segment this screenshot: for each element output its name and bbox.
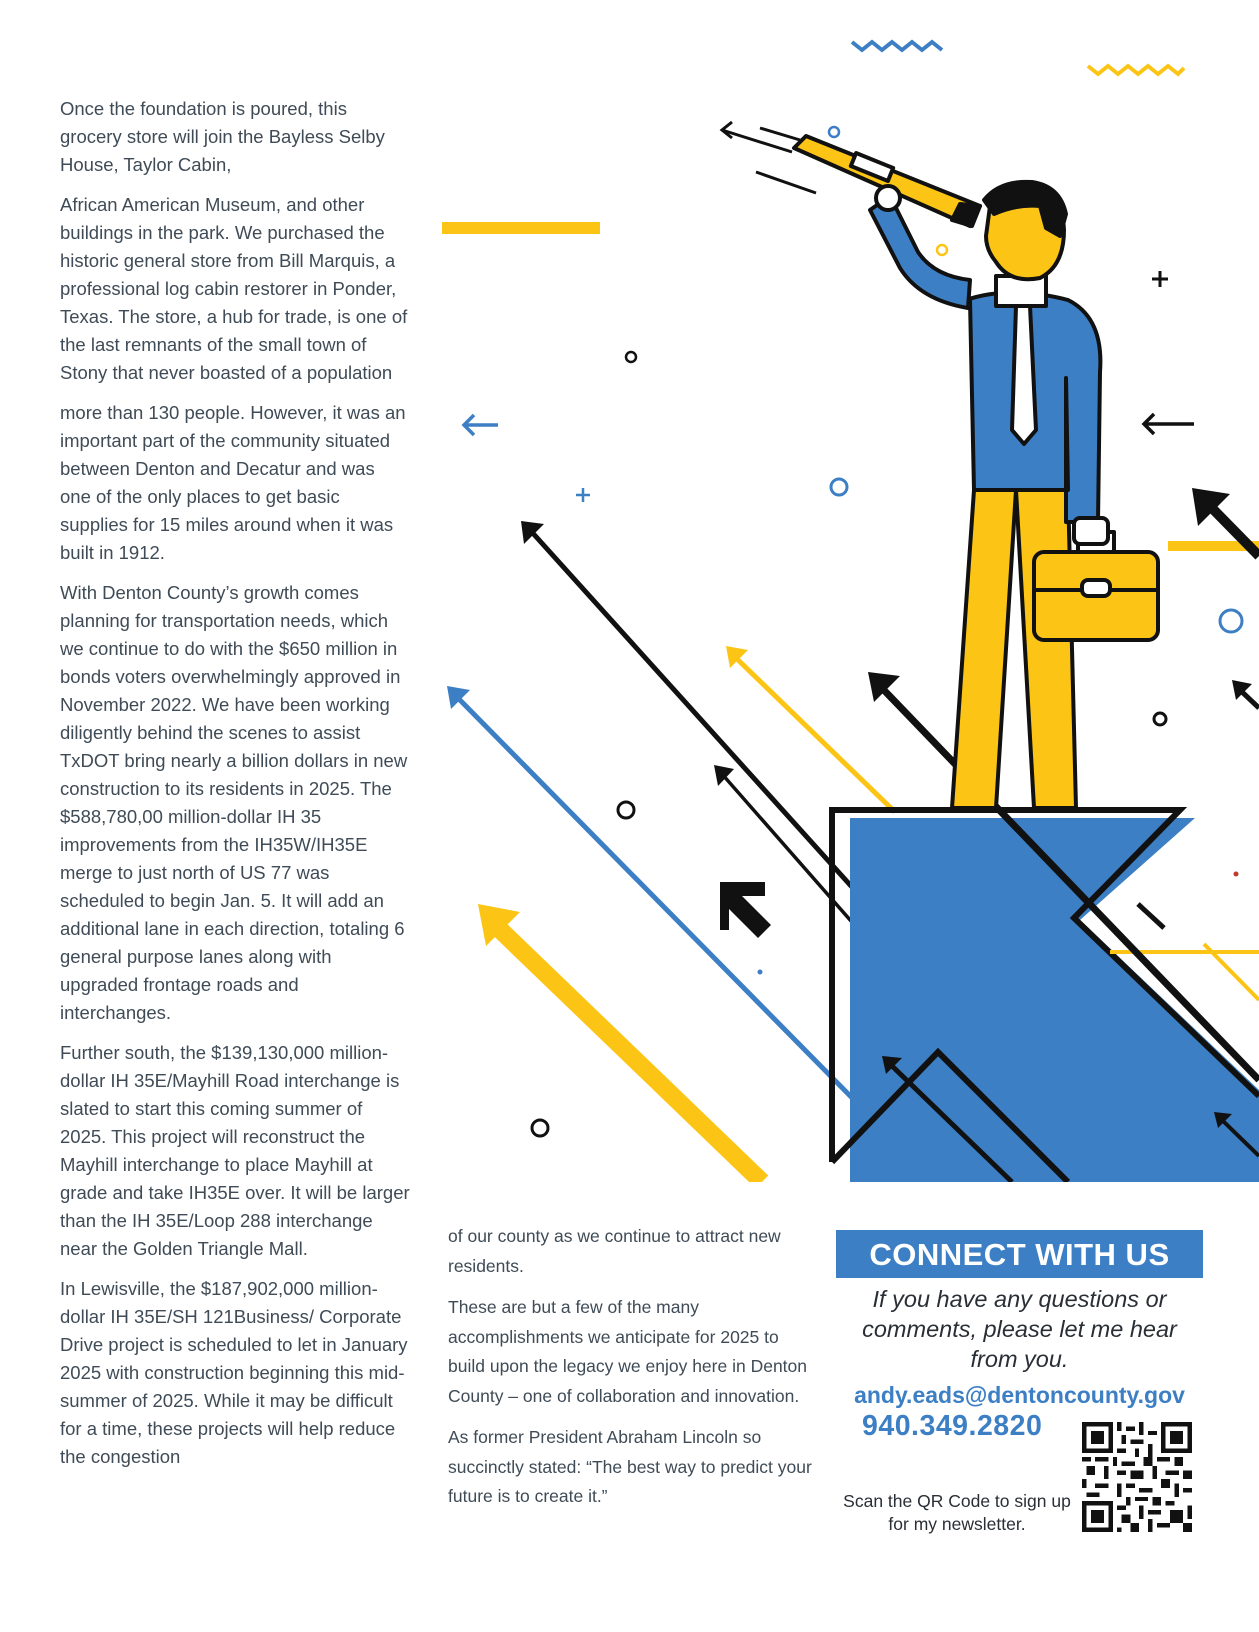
zigzag-yellow-icon — [1088, 66, 1184, 74]
plus-icon — [1152, 271, 1168, 287]
middle-article-column — [448, 1222, 818, 1524]
zigzag-blue-icon — [852, 42, 942, 50]
circle-icon — [1220, 610, 1242, 632]
yellow-bar-icon — [442, 222, 600, 234]
article-paragraph: of our county as we continue to attract new residents. — [448, 1226, 781, 1276]
circle-icon — [1154, 713, 1166, 725]
left-article-column — [60, 95, 410, 1483]
circle-icon — [829, 127, 839, 137]
arrow-diagonal-icon — [478, 904, 762, 1182]
qr-code-icon[interactable] — [1082, 1422, 1192, 1532]
article-paragraph: With Denton County’s growth comes planning for transportation needs, which we continue to do with the $650 million in bonds voters overwhelmingly approved in November 2022. We have been working diligently behind the scenes to assist TxDOT bring nearly a billion dollars in new construction to its residents in 2025. The $588,780,00 million-dollar IH 35 improvements from the IH35W/IH35E merge to just north of US 77 was scheduled to begin Jan. 5. It will add an additional lane in each direction, totaling 6 general purpose lanes along with upgraded frontage roads and interchanges. — [60, 582, 408, 1023]
plus-icon — [576, 488, 590, 502]
email-link[interactable]: andy.eads@dentoncounty.gov — [854, 1382, 1185, 1408]
circle-icon — [937, 245, 947, 255]
connect-heading: CONNECT WITH US — [836, 1230, 1203, 1278]
circle-icon — [532, 1120, 548, 1136]
arrow-diagonal-icon — [726, 646, 895, 812]
circle-icon — [618, 802, 634, 818]
businessman-with-telescope-icon — [440, 0, 1259, 1182]
qr-caption: Scan the QR Code to sign up for my newsletter. — [843, 1491, 1071, 1534]
article-paragraph: Further south, the $139,130,000 million-dollar IH 35E/Mayhill Road interchange is slated to start this coming summer of 2025. This project will reconstruct the Mayhill interchange to place Mayhill at grade and take IH35E over. It will be larger than the IH 35E/Loop 288 interchange near the Golden Triangle Mall. — [60, 1042, 410, 1259]
arrow-diagonal-icon — [720, 882, 771, 938]
dot-icon — [758, 970, 763, 975]
article-paragraph: Once the foundation is poured, this grocery store will join the Bayless Selby House, Taylor Cabin, — [60, 98, 385, 175]
pedestal-shape — [850, 818, 1259, 1182]
phone-number[interactable]: 940.349.2820 — [862, 1410, 1043, 1442]
article-paragraph: African American Museum, and other buildings in the park. We purchased the historic general store from Bill Marquis, a professional log cabin restorer in Ponder, Texas. The store, a hub for trade, is one of the last remnants of the small town of Stony that never boasted of a population — [60, 194, 408, 383]
circle-icon — [831, 479, 847, 495]
arrow-left-icon — [464, 415, 498, 435]
businessman-figure — [794, 136, 1158, 808]
speed-lines-icon — [722, 122, 816, 193]
dash-icon — [1138, 904, 1164, 928]
illustration-svg — [440, 0, 1259, 1182]
circle-icon — [626, 352, 636, 362]
article-paragraph: In Lewisville, the $187,902,000 million-dollar IH 35E/SH 121Business/ Corporate Drive project is scheduled to let in January 2025 with construction beginning this mid-summer of 2025. While it may be difficult for a time, these projects will help reduce the congestion — [60, 1278, 408, 1467]
arrow-diagonal-icon — [1232, 680, 1259, 708]
article-paragraph: These are but a few of the many accomplishments we anticipate for 2025 to build upon the legacy we enjoy here in Denton County – one of collaboration and innovation. — [448, 1297, 807, 1406]
connect-section — [836, 1230, 1203, 1534]
arrow-left-icon — [1144, 414, 1194, 434]
article-paragraph: As former President Abraham Lincoln so succinctly stated: “The best way to predict your future is to create it.” — [448, 1427, 812, 1506]
article-paragraph: more than 130 people. However, it was an important part of the community situated between Denton and Decatur and was one of the only places to get basic supplies for 15 miles around when it was built in 1912. — [60, 402, 406, 563]
dot-icon — [1234, 872, 1239, 877]
connect-message: If you have any questions or comments, please let me hear from you. — [862, 1286, 1177, 1372]
